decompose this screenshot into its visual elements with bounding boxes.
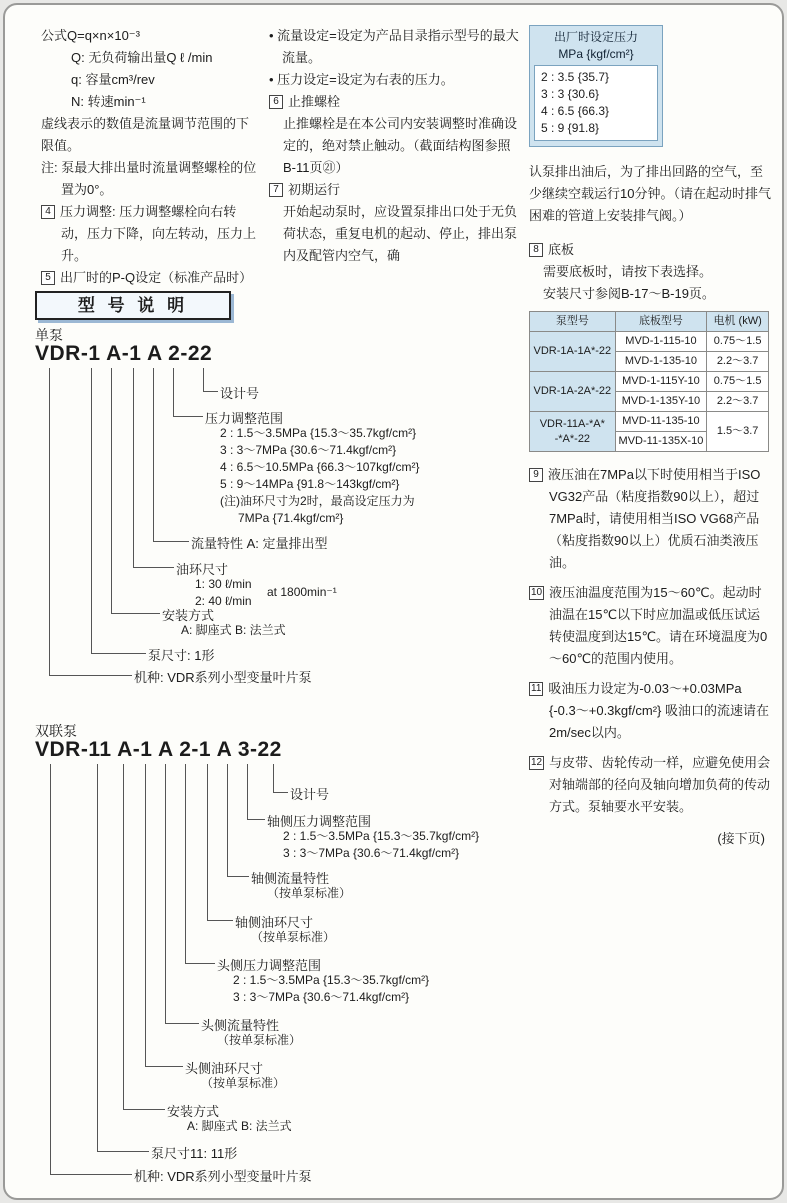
table-row xyxy=(530,372,769,392)
bullet-flow-setting: • 流量设定=设定为产品目录指示型号的最大流量。 xyxy=(269,28,519,65)
formula-def-q-lower: q: 容量cm³/rev xyxy=(71,72,155,87)
plate-model-cell: MVD-11-135-10 xyxy=(615,412,707,432)
note-10-number: 10 xyxy=(531,587,543,598)
connector-line xyxy=(185,764,186,963)
connector-line xyxy=(247,819,265,820)
note-7-title: 初期运行 xyxy=(288,182,341,197)
note-4-text: 压力调整: 压力调整螺栓向右转动，压力下降，向左转动，压力上升。 xyxy=(60,204,257,263)
double-shaft-ring-label: 轴侧油环尺寸 xyxy=(235,915,314,930)
next-page-note: (接下页) xyxy=(717,831,765,846)
plate-model-cell: MVD-1-115Y-10 xyxy=(615,372,707,392)
note-6-title-line xyxy=(269,91,519,113)
single-design-number-label: 设计号 xyxy=(220,386,260,401)
bullet-pressure-setting: • 压力设定=设定为右表的压力。 xyxy=(269,72,454,87)
double-series-label: 机种: VDR系列小型变量叶片泵 xyxy=(134,1169,312,1184)
connector-line xyxy=(49,675,132,676)
document-page xyxy=(3,3,784,1200)
formula-def-q-upper: Q: 无负荷输出量Q ℓ /min xyxy=(71,50,213,65)
note-4-pressure-adjust xyxy=(41,201,261,267)
plate-model-cell: MVD-1-135-10 xyxy=(615,352,707,372)
single-pressure-range-label: 压力调整范围 xyxy=(205,411,284,426)
right-column xyxy=(529,25,771,850)
factory-pressure-title: 出厂时设定压力 xyxy=(553,30,638,44)
note-11-suction-pressure xyxy=(529,678,771,744)
note-11-number: 11 xyxy=(531,683,542,694)
note-9-number: 9 xyxy=(529,468,543,482)
note-12-drive-method xyxy=(529,752,771,818)
double-head-flow-sub: （按单泵标准） xyxy=(217,1033,302,1047)
motor-cell: 2.2～3.7 xyxy=(707,352,769,372)
note-9-text: 液压油在7MPa以下时使用相当于ISO VG32产品（粘度指数90以上），超过7MPa时，请使用相当ISO VG68产品（粘度指数90以上）优质石油类液压油。 xyxy=(548,467,761,570)
connector-line xyxy=(123,764,124,1109)
formula-definitions xyxy=(41,47,261,113)
note-5-number: 5 xyxy=(41,271,55,285)
table-row xyxy=(530,332,769,352)
model-section-title: 型 号 说 明 xyxy=(35,291,231,320)
connector-line xyxy=(145,764,146,1066)
single-pressure-options: 2 : 1.5～3.5MPa {15.3～35.7kgf/cm²} 3 : 3～7MPa {30.6～71.4kgf/cm²} 4 : 6.5～10.5MPa {66.3～107kgf/cm²} 5 : 9～14MPa {91.8～143kgf/cm²} (注)油环尺寸为2时，最高设定压力为 7MPa {71.4kgf/cm²} xyxy=(220,426,420,525)
zero-position-note: 注: 泵最大排出量时流量调整螺栓的位置为0°。 xyxy=(41,160,257,197)
middle-column xyxy=(269,25,519,267)
double-shaft-pressure-label: 轴侧压力调整范围 xyxy=(267,814,372,829)
pump-model-cell: VDR-1A-2A*-22 xyxy=(530,372,616,412)
single-pump-heading: 单泵 xyxy=(35,327,63,343)
connector-line xyxy=(153,368,154,541)
note-4-number: 4 xyxy=(41,205,55,219)
factory-pressure-table-header xyxy=(530,26,662,65)
motor-cell: 1.5～3.7 xyxy=(707,412,769,452)
double-shaft-flow-label: 轴侧流量特性 xyxy=(251,871,330,886)
connector-line xyxy=(133,567,174,568)
note-9-hydraulic-oil xyxy=(529,464,771,574)
motor-cell: 2.2～3.7 xyxy=(707,392,769,412)
single-mounting-label: 安装方式 xyxy=(162,608,215,623)
factory-pressure-table xyxy=(529,25,663,147)
note-6-title: 止推螺栓 xyxy=(288,94,341,109)
connector-line xyxy=(165,1023,199,1024)
single-pump-model-code: VDR-1 A-1 A 2-22 xyxy=(35,342,213,365)
connector-line xyxy=(91,368,92,653)
note-11-text: 吸油压力设定为-0.03～+0.03MPa {-0.3～+0.3kgf/cm²} 吸油口的流速请在2m/sec以内。 xyxy=(548,681,769,740)
single-oil-ring-options: 1: 30 ℓ/min 2: 40 ℓ/min xyxy=(195,577,252,608)
connector-line xyxy=(97,1151,149,1152)
note-8-line2: 安装尺寸参阅B-17～B-19页。 xyxy=(543,286,715,301)
connector-line xyxy=(123,1109,165,1110)
factory-pressure-table-body xyxy=(534,65,658,141)
motor-cell: 0.75～1.5 xyxy=(707,372,769,392)
left-column xyxy=(41,25,261,289)
air-bleed-continuation: 认泵排出油后，为了排出回路的空气，至少继续空载运行10分钟。（请在起动时排气困难的管道上安装排气阀。） xyxy=(529,164,771,223)
note-6-body: 止推螺栓是在本公司内安装调整时准确设定的，绝对禁止触动。（截面结构图参照B-11页㉑） xyxy=(283,116,518,175)
double-mounting-options: A: 脚座式 B: 法兰式 xyxy=(187,1119,292,1133)
formula: 公式Q=q×n×10⁻³ xyxy=(41,28,140,43)
connector-line xyxy=(153,541,189,542)
note-8-number: 8 xyxy=(529,243,543,257)
pressure-row: 5 : 9 {91.8} xyxy=(541,121,600,135)
connector-line xyxy=(207,764,208,920)
dashed-line-note: 虚线表示的数值是流量调节范围的下限值。 xyxy=(41,116,250,153)
double-pump-size-label: 泵尺寸11: 11形 xyxy=(151,1146,238,1161)
connector-line xyxy=(227,764,228,876)
connector-line xyxy=(49,368,50,675)
base-table-header-motor: 电机 (kW) xyxy=(707,312,769,332)
pressure-row: 2 : 3.5 {35.7} xyxy=(541,70,610,84)
single-pump-size-label: 泵尺寸: 1形 xyxy=(148,648,215,663)
note-12-text: 与皮带、齿轮传动一样，应避免使用会对轴端部的径向及轴向增加负荷的传动方式。泵轴要水平安装。 xyxy=(549,755,771,814)
factory-pressure-unit: MPa {kgf/cm²} xyxy=(558,47,634,61)
double-mounting-label: 安装方式 xyxy=(167,1104,220,1119)
note-5-pq-setting xyxy=(41,267,261,289)
double-shaft-flow-sub: （按单泵标准） xyxy=(267,886,352,900)
double-shaft-ring-sub: （按单泵标准） xyxy=(251,930,336,944)
base-plate-table xyxy=(529,311,769,452)
connector-line xyxy=(97,764,98,1151)
double-design-number-label: 设计号 xyxy=(290,787,330,802)
double-head-flow-label: 头侧流量特性 xyxy=(201,1018,280,1033)
note-12-number: 12 xyxy=(531,757,543,768)
connector-line xyxy=(247,764,248,819)
connector-line xyxy=(50,1174,132,1175)
connector-line xyxy=(273,764,274,792)
connector-line xyxy=(173,368,174,416)
base-table-header-pump: 泵型号 xyxy=(530,312,616,332)
connector-line xyxy=(111,613,160,614)
double-pump-heading: 双联泵 xyxy=(35,723,77,739)
pump-model-cell: VDR-11A-*A* -*A*-22 xyxy=(530,412,616,452)
note-10-text: 液压油温度范围为15～60℃。起动时油温在15℃以下时应加温或低压试运转使温度到达15℃。请在环境温度为0～60℃的范围内使用。 xyxy=(549,585,768,666)
plate-model-cell: MVD-11-135X-10 xyxy=(615,432,707,452)
connector-line xyxy=(203,391,218,392)
table-row xyxy=(530,412,769,432)
connector-line xyxy=(273,792,288,793)
connector-line xyxy=(91,653,146,654)
pressure-row: 3 : 3 {30.6} xyxy=(541,87,600,101)
note-8-title: 底板 xyxy=(548,242,575,257)
double-head-pressure-label: 头侧压力调整范围 xyxy=(217,958,322,973)
connector-line xyxy=(207,920,233,921)
connector-line xyxy=(203,368,204,391)
note-8-line1: 需要底板时，请按下表选择。 xyxy=(543,264,713,279)
note-7-title-line xyxy=(269,179,519,201)
single-series-label: 机种: VDR系列小型变量叶片泵 xyxy=(134,670,312,685)
double-head-ring-label: 头侧油环尺寸 xyxy=(185,1061,264,1076)
single-oil-ring-size-label: 油环尺寸 xyxy=(176,562,229,577)
pump-model-cell: VDR-1A-1A*-22 xyxy=(530,332,616,372)
note-8-title-line xyxy=(529,239,771,261)
connector-line xyxy=(173,416,203,417)
plate-model-cell: MVD-1-115-10 xyxy=(615,332,707,352)
plate-model-cell: MVD-1-135Y-10 xyxy=(615,392,707,412)
motor-cell: 0.75～1.5 xyxy=(707,332,769,352)
double-pump-model-code: VDR-11 A-1 A 2-1 A 3-22 xyxy=(35,738,282,761)
note-7-body: 开始起动泵时，应设置泵排出口处于无负荷状态，重复电机的起动、停止，排出泵内及配管内空气，确 xyxy=(283,204,518,263)
connector-line xyxy=(185,963,215,964)
single-flow-characteristic-label: 流量特性 A: 定量排出型 xyxy=(191,536,328,551)
single-oil-ring-speed-note: at 1800min⁻¹ xyxy=(267,585,337,599)
connector-line xyxy=(227,876,249,877)
double-head-ring-sub: （按单泵标准） xyxy=(201,1076,286,1090)
connector-line xyxy=(50,764,51,1174)
formula-def-n: N: 转速min⁻¹ xyxy=(71,94,146,109)
single-mounting-options: A: 脚座式 B: 法兰式 xyxy=(181,623,286,637)
pressure-row: 4 : 6.5 {66.3} xyxy=(541,104,610,118)
note-7-number: 7 xyxy=(269,183,283,197)
connector-line xyxy=(145,1066,183,1067)
connector-line xyxy=(111,368,112,613)
connector-line xyxy=(133,368,134,567)
note-5-text: 出厂时的P-Q设定（标准产品时） xyxy=(60,270,253,285)
note-6-number: 6 xyxy=(269,95,283,109)
base-table-header-plate: 底板型号 xyxy=(615,312,707,332)
double-head-pressure-options: 2 : 1.5～3.5MPa {15.3～35.7kgf/cm²} 3 : 3～7MPa {30.6～71.4kgf/cm²} xyxy=(233,973,430,1004)
connector-line xyxy=(165,764,166,1023)
note-10-oil-temperature xyxy=(529,582,771,670)
double-shaft-pressure-options: 2 : 1.5～3.5MPa {15.3～35.7kgf/cm²} 3 : 3～7MPa {30.6～71.4kgf/cm²} xyxy=(283,829,480,860)
